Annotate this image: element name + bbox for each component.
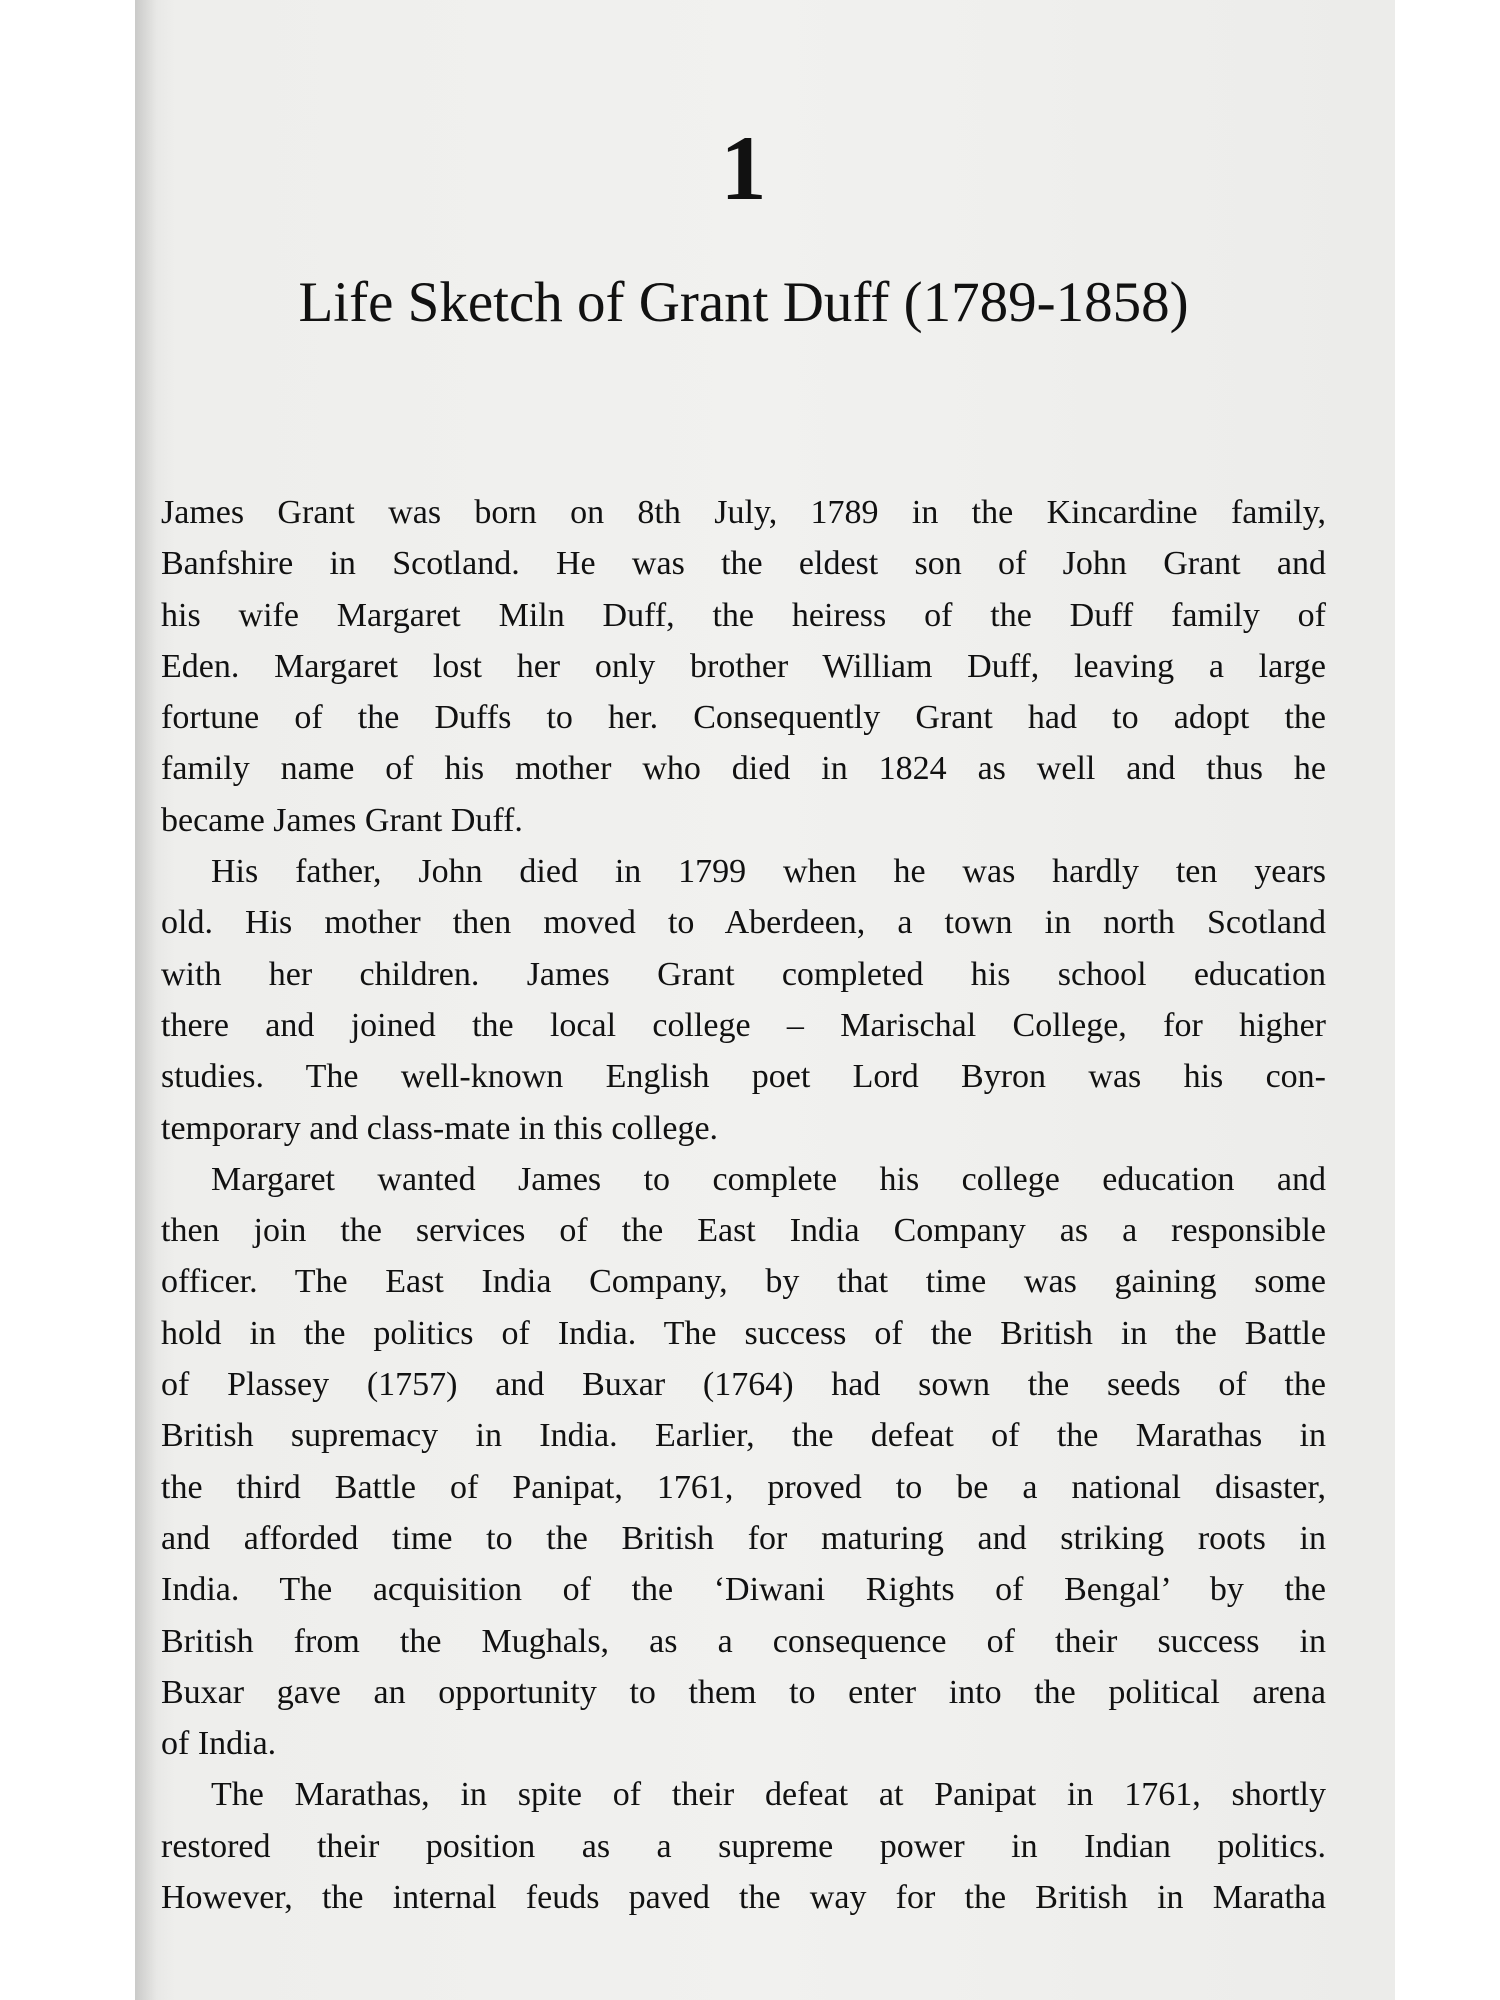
text-line: of India. bbox=[161, 1725, 277, 1763]
text-line: there and joined the local college – Marischal College, for higher bbox=[161, 1006, 1326, 1044]
paragraph bbox=[161, 487, 1326, 846]
text-line: British from the Mughals, as a consequence of their success in bbox=[161, 1622, 1326, 1660]
text-line: restored their position as a supreme power in Indian politics. bbox=[161, 1827, 1326, 1865]
text-line: However, the internal feuds paved the way for the British in Maratha bbox=[161, 1879, 1326, 1917]
paragraph bbox=[161, 846, 1326, 1154]
text-line: became James Grant Duff. bbox=[161, 801, 523, 839]
text-line: his wife Margaret Miln Duff, the heiress of the Duff family of bbox=[161, 596, 1326, 634]
text-line: with her children. James Grant completed his school education bbox=[161, 955, 1326, 993]
text-line: family name of his mother who died in 1824 as well and thus he bbox=[161, 750, 1326, 788]
text-line: Margaret wanted James to complete his college education and bbox=[211, 1160, 1326, 1198]
text-line: India. The acquisition of the ‘Diwani Rights of Bengal’ by the bbox=[161, 1571, 1326, 1609]
text-line: British supremacy in India. Earlier, the defeat of the Marathas in bbox=[161, 1417, 1326, 1455]
text-line: of Plassey (1757) and Buxar (1764) had sown the seeds of the bbox=[161, 1366, 1326, 1404]
text-line: officer. The East India Company, by that time was gaining some bbox=[161, 1263, 1326, 1301]
text-line: James Grant was born on 8th July, 1789 in the Kincardine family, bbox=[161, 494, 1326, 531]
text-line: Banfshire in Scotland. He was the eldest son of John Grant and bbox=[161, 545, 1326, 583]
text-line: hold in the politics of India. The success of the British in the Battle bbox=[161, 1314, 1326, 1352]
text-line: The Marathas, in spite of their defeat at Panipat in 1761, shortly bbox=[211, 1776, 1326, 1814]
paragraph bbox=[161, 1154, 1326, 1770]
text-line: Buxar gave an opportunity to them to enter into the political arena bbox=[161, 1673, 1326, 1711]
page-gutter-shadow bbox=[135, 0, 157, 2000]
text-line: then join the services of the East India Company as a responsible bbox=[161, 1212, 1326, 1250]
text-line: temporary and class-mate in this college. bbox=[161, 1109, 719, 1147]
chapter-body bbox=[161, 487, 1326, 1923]
book-page bbox=[135, 0, 1395, 2000]
paragraph bbox=[161, 1769, 1326, 1923]
chapter-title: Life Sketch of Grant Duff (1789-1858) bbox=[298, 271, 1189, 334]
text-line: the third Battle of Panipat, 1761, proved to be a national disaster, bbox=[161, 1468, 1326, 1506]
text-line: and afforded time to the British for maturing and striking roots in bbox=[161, 1519, 1326, 1557]
text-line: Eden. Margaret lost her only brother William Duff, leaving a large bbox=[161, 647, 1326, 685]
text-line: His father, John died in 1799 when he was hardly ten years bbox=[211, 853, 1326, 891]
text-line: studies. The well-known English poet Lord Byron was his con- bbox=[161, 1058, 1326, 1096]
text-line: fortune of the Duffs to her. Consequently Grant had to adopt the bbox=[161, 699, 1326, 737]
text-line: old. His mother then moved to Aberdeen, a town in north Scotland bbox=[161, 904, 1326, 942]
chapter-number: 1 bbox=[720, 117, 767, 219]
